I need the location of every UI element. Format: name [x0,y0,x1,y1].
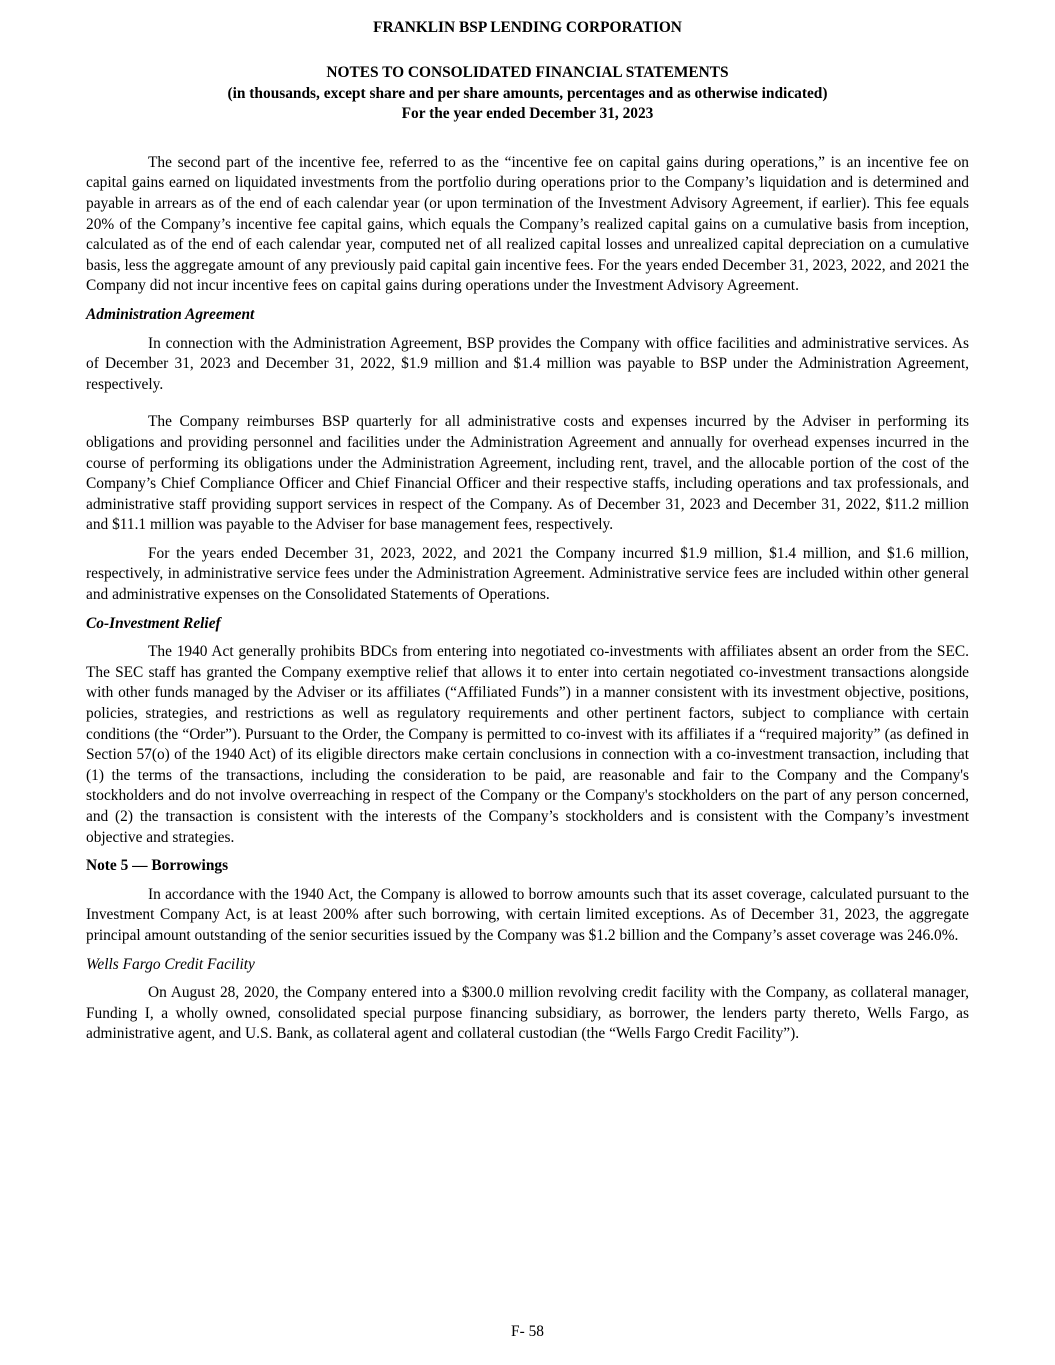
notes-period: For the year ended December 31, 2023 [401,105,654,123]
incentive-fee-paragraph: The second part of the incentive fee, referred to as the “incentive fee on capital gains during operations,” is an incentive fee on capital gains earned on liquidated investments from the portfolio during operations prior to the Company’s liquidation and is determined and payable in arrears as of the end of each calendar year (or upon termination of the Investment Advisory Agreement, if earlier). This fee equals 20% of the Company’s incentive fee capital gains, which equals the Company’s realized capital gains on a cumulative basis from inception, calculated as of the end of each calendar year, computed net of all realized capital losses and unrealized capital depreciation on a cumulative basis, less the aggregate amount of any previously paid capital gain incentive fees. For the years ended December 31, 2023, 2022, and 2021 the Company did not incur incentive fees on capital gains during operations under the Investment Advisory Agreement. [86,153,969,295]
notes-header [86,63,969,125]
administration-paragraph-3: For the years ended December 31, 2023, 2022, and 2021 the Company incurred $1.9 million, $1.4 million, and $1.6 million, respectively, in administrative service fees under the Administration Agreement. Administrative service fees are included within other general and administrative expenses on the Consolidated Statements of Operations. [86,544,969,604]
administration-paragraph-2: The Company reimburses BSP quarterly for all administrative costs and expenses incurred by the Adviser in performing its obligations and providing personnel and facilities under the Administration Agreement and annually for overhead expenses incurred in the course of performing its obligations under the Administration Agreement, including rent, travel, and the allocable portion of the cost of the Company’s Chief Compliance Officer and Chief Financial Officer and their respective staffs, including operations and tax professionals, and administrative staff providing support services in respect of the Company. As of December 31, 2023 and December 31, 2022, $11.2 million and $11.1 million was payable to the Adviser for base management fees, respectively. [86,413,969,534]
co-investment-paragraph: The 1940 Act generally prohibits BDCs from entering into negotiated co-investments with affiliates absent an order from the SEC. The SEC staff has granted the Company exemptive relief that allows it to enter into certain negotiated co-investment transactions alongside with other funds managed by the Adviser or its affiliates (“Affiliated Funds”) in a manner consistent with its investment objective, positions, policies, strategies, and restrictions as well as regulatory requirements and other pertinent factors, subject to compliance with certain conditions (the “Order”). Pursuant to the Order, the Company is permitted to co-invest with its affiliates if a “required majority” (as defined in Section 57(o) of the 1940 Act) of its eligible directors make certain conclusions in connection with a co-investment transaction, including that (1) the terms of the transactions, including the consideration to be paid, are reasonable and fair to the Company and the Company's stockholders and do not involve overreaching in respect of the Company or the Company's stockholders on the part of any person concerned, and (2) the transaction is consistent with the interests of the Company’s stockholders and is consistent with the Company’s investment objective and strategies. [86,643,969,846]
notes-title: NOTES TO CONSOLIDATED FINANCIAL STATEMENTS [326,64,729,81]
administration-agreement-heading: Administration Agreement [86,305,255,323]
wells-fargo-paragraph: On August 28, 2020, the Company entered into a $300.0 million revolving credit facility with the Company, as collateral manager, Funding I, a wholly owned, consolidated special purpose financing subsidiary, as borrower, the lenders party thereto, Wells Fargo, as administrative agent, and U.S. Bank, as collateral agent and collateral custodian (the “Wells Fargo Credit Facility”). [86,984,969,1043]
company-name: FRANKLIN BSP LENDING CORPORATION [373,19,682,36]
borrowings-paragraph: In accordance with the 1940 Act, the Company is allowed to borrow amounts such that its asset coverage, calculated pursuant to the Investment Company Act, is at least 200% after such borrowing, with certain limited exceptions. As of December 31, 2023, the aggregate principal amount outstanding of the senior securities issued by the Company was $1.2 billion and the Company’s asset coverage was 246.0%. [86,885,969,944]
note-5-heading: Note 5 — Borrowings [86,857,229,875]
notes-subtitle: (in thousands, except share and per share amounts, percentages and as otherwise indicated) [227,84,828,102]
page-number: F- 58 [511,1323,544,1340]
co-investment-relief-heading: Co-Investment Relief [86,614,221,632]
administration-paragraph-1: In connection with the Administration Agreement, BSP provides the Company with office facilities and administrative services. As of December 31, 2023 and December 31, 2022, $1.9 million and $1.4 million was payable to BSP under the Administration Agreement, respectively. [86,334,969,393]
wells-fargo-heading: Wells Fargo Credit Facility [86,955,255,973]
document-page [86,18,969,1045]
